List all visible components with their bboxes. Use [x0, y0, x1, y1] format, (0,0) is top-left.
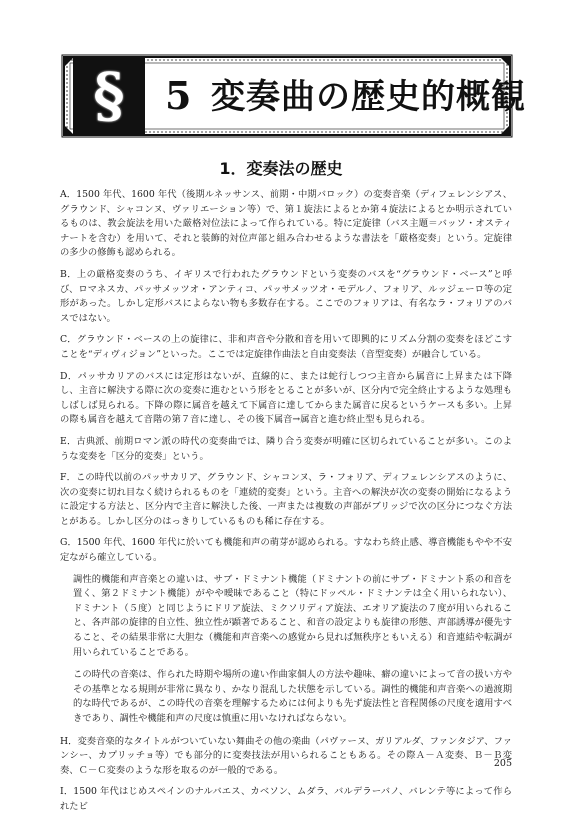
paragraph-b: B．上の厳格変奏のうち、イギリスで行われたグラウンドという変奏のバスを“グラウンド・ベース”と呼び、ロマネスカ、パッサメッツオ・アンティコ、パッサメッツオ・モデルノ、フォリア、ルッジェーロ等の定形があった。しかし定形バスによらない物も多数存在する。ここでのフォリアは、有名なラ・フォリアのバスではない。 [60, 268, 512, 324]
paragraph-c: C．グラウンド・ベースの上の旋律に、非和声音や分散和音を用いて即興的にリズム分割の変奏をほどこすことを“ディヴィジョン”といった。ここでは定旋律作曲法と自由変奏法（音型変奏）が融合している。 [60, 334, 512, 360]
body-text [60, 188, 512, 822]
section-symbol-block [73, 58, 145, 134]
paragraph-d: D．パッサカリアのバスには定形はないが、直線的に、または蛇行しつつ主音から属音に上昇または下降し、主音に解決する際に次の変奏に進むという形をとることが多いが、区分内で完全終止するような処理もしばしば見られる。下降の際に属音を越えて下属音に達してからまた属音に戻るというケースも多い。上昇の際も属音を越えて音階の第７音に達し、その後下属音→属音と進む終止型も見られる。 [60, 370, 512, 426]
paragraph-a: A．1500 年代、1600 年代（後期ルネッサンス、前期・中期バロック）の変奏音楽（ディフェレンシアス、グラウンド、シャコンヌ、ヴァリエーション等）で、第１旋法によるとか第４旋法によるとか明示されているものは、教会旋法を用いた厳格対位法によって作られている。特に定旋律（バス主題＝バッソ・オスティナートを含む）を用いて、それと装飾的対位声部と組み合わせるような書法を「厳格変奏」という。定旋律の多少の修飾も認められる。 [60, 189, 512, 259]
paragraph-g-detail-1: 調性的機能和声音楽との違いは、サブ・ドミナント機能（ドミナントの前にサブ・ドミナント系の和音を置く、第２ドミナント機能）がやや曖昧であること（特にドッペル・ドミナンテは全く用いられない）、ドミナント（５度）と同じようにドリア旋法、ミクソリディア旋法、エオリア旋法の７度が用いられること、各声部の旋律的自立性、独立性が顕著であること、和音の設定よりも旋律の形態、声部誘導が優先すること、その結果非常に大胆な（機能和声音楽への感覚から見れば無秩序ともいえる）和音連結や転調が用いられていることである。 [73, 573, 512, 658]
section-symbol: § [93, 61, 125, 131]
paragraph-h: H．変奏音楽的なタイトルがついていない舞曲その他の楽曲（パヴァーヌ、ガリアルダ、ファンタジア、ファンシー、カプリッチョ等）でも部分的に変奏技法が用いられることもある。その際Ａ－Ａ変奏、Ｂ－Ｂ変奏、Ｃ－Ｃ変奏のような形を取るのが一般的である。 [60, 735, 512, 776]
chapter-title: 変奏曲の歴史的概観 [211, 77, 526, 117]
paragraph-e: E．古典派、前期ロマン派の時代の変奏曲では、隣り合う変奏が明確に区切られていることが多い。このような変奏を「区分的変奏」という。 [60, 435, 512, 462]
paragraph-g-detail-2: この時代の音楽は、作られた時期や場所の違い作曲家個人の方法や趣味、癖の違いによって音の扱い方やその基準となる規則が非常に異なり、かなり混乱した状態を示している。調性的機能和声音楽への過渡期的な時代であるが、この時代の音楽を理解するためには何よりも先ず旋法性と音程関係の尺度を適用すべきであり、調性や機能和声の尺度は慎重に用いなければならない。 [73, 669, 512, 724]
paragraph-f: F．この時代以前のパッサカリア、グラウンド、シャコンヌ、ラ・フォリア、ディフェレンシアスのように、次の変奏に切れ目なく続けられるものを「連続的変奏」という。主音への解決が次の変奏の開始になるように設定する方法と、区分内で主音に解決した後、一声または複数の声部がブリッジで次の区分につなぐ方法とがある。しかし区分のはっきりしているものも稀に存在する。 [60, 472, 512, 527]
chapter-banner [61, 54, 526, 138]
paragraph-i: I．1500 年代はじめスペインのナルバエス、カベソン、ムダラ、バルデラーバノ、バレンテ等によって作られたビ [60, 786, 512, 812]
section-subheading: 1．変奏法の歴史 [219, 159, 343, 178]
page-number: 205 [493, 758, 512, 769]
paragraph-g: G．1500 年代、1600 年代に於いても機能和声の萌芽が認められる。すなわち終止感、導音機能もやや不安定ながら確立している。 [60, 537, 512, 564]
chapter-number: 5 [165, 73, 192, 118]
